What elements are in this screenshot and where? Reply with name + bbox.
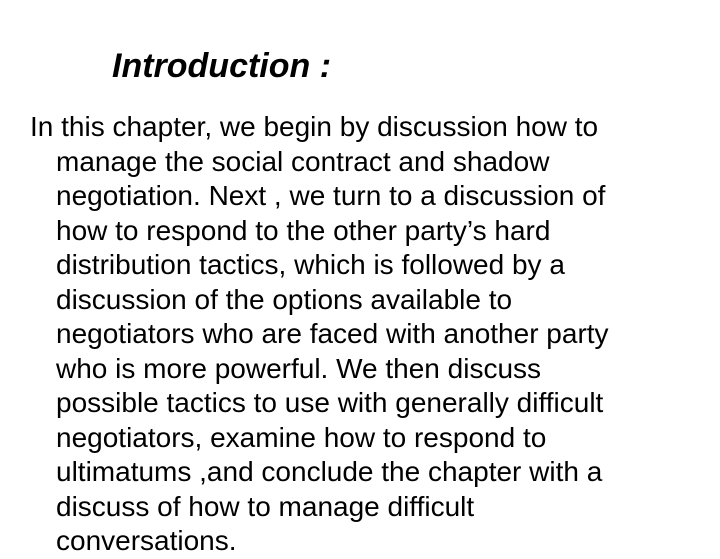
body-line: negotiation. Next , we turn to a discussion of — [56, 180, 606, 211]
body-line: negotiators, examine how to respond to — [56, 421, 547, 453]
body-line: who is more powerful. We then discuss — [56, 352, 542, 384]
body-paragraph — [30, 110, 700, 559]
body-line: ultimatums ,and conclude the chapter with a — [56, 456, 603, 487]
body-line: negotiators who are faced with another party — [56, 318, 609, 349]
body-line: possible tactics to use with generally difficult — [56, 387, 604, 418]
body-line: how to respond to the other party’s hard — [56, 214, 551, 246]
slide-title: Introduction : — [112, 47, 332, 85]
body-line: manage the social contract and shadow — [56, 145, 550, 177]
body-line: conversations. — [56, 525, 237, 556]
body-line: discuss of how to manage difficult — [56, 490, 475, 522]
body-line: discussion of the options available to — [56, 283, 513, 315]
body-line: In this chapter, we begin by discussion how to — [30, 111, 599, 142]
body-line: distribution tactics, which is followed by a — [56, 249, 565, 280]
